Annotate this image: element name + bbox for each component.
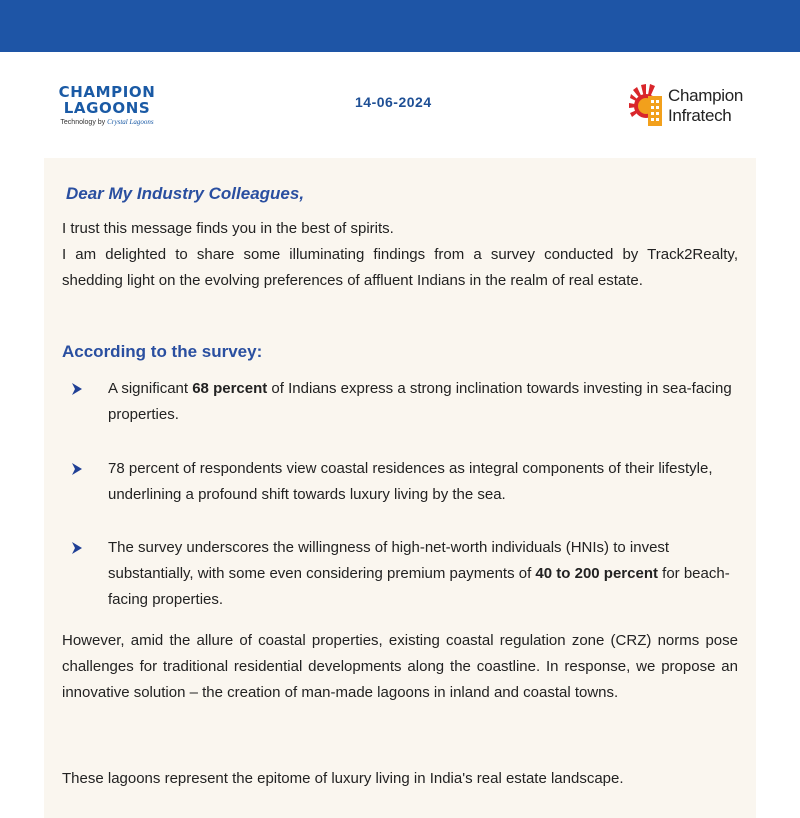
champion-lagoons-logo <box>48 84 166 128</box>
bullet-item <box>108 535 738 613</box>
bullet-bold: 40 to 200 percent <box>535 565 658 582</box>
logo-right-line-1: Champion <box>668 86 744 105</box>
intro-line: I trust this message finds you in the best of spirits. <box>62 220 394 237</box>
bullet-item <box>108 376 738 428</box>
bullet-text: 78 percent of respondents view coastal residences as integral components of their lifestyle, underlining a profound shift towards luxury living by the sea. <box>108 460 713 503</box>
bullet-text: The survey underscores the willingness of high-net-worth individuals (HNIs) to invest substantially, with some even considering premium payments of <box>108 539 670 582</box>
bullet-arrow-icon <box>72 463 82 475</box>
logo-line-1: CHAMPION <box>58 83 156 101</box>
greeting: Dear My Industry Colleagues, <box>66 184 305 203</box>
bullet-arrow-icon <box>72 383 82 395</box>
letter-date: 14-06-2024 <box>355 94 432 110</box>
bullet-arrow-icon <box>72 542 82 554</box>
tagline-prefix: Technology by <box>60 119 108 126</box>
crz-paragraph: However, amid the allure of coastal properties, existing coastal regulation zone (CRZ) norms pose challenges for traditional residential developments along the coastline. In response, we propose an innovative solution – the creation of man-made lagoons in inland and coastal towns. <box>62 632 738 701</box>
bullet-item <box>108 456 738 508</box>
bullet-text: for beach-facing properties. <box>108 565 730 608</box>
logo-right-line-2: Infratech <box>668 106 732 125</box>
bullet-text: A significant <box>108 380 193 397</box>
bullet-bold: 68 percent <box>192 380 268 397</box>
logo-line-2: LAGOONS <box>63 99 151 117</box>
logo-tagline <box>48 117 166 128</box>
header-bar <box>0 0 800 52</box>
champion-infratech-logo <box>628 82 768 130</box>
intro-paragraph: I am delighted to share some illuminating findings from a survey conducted by Track2Realty, shedding light on the evolving preferences of affluent Indians in the realm of real estate. <box>62 246 738 289</box>
luxury-paragraph: These lagoons represent the epitome of luxury living in India's real estate landscape. <box>62 770 624 787</box>
tagline-brand: Crystal Lagoons <box>107 118 154 126</box>
survey-heading: According to the survey: <box>62 342 263 361</box>
sunburst-icon <box>628 84 664 128</box>
bullet-text: of Indians express a strong inclination towards investing in sea-facing properties. <box>108 380 732 423</box>
